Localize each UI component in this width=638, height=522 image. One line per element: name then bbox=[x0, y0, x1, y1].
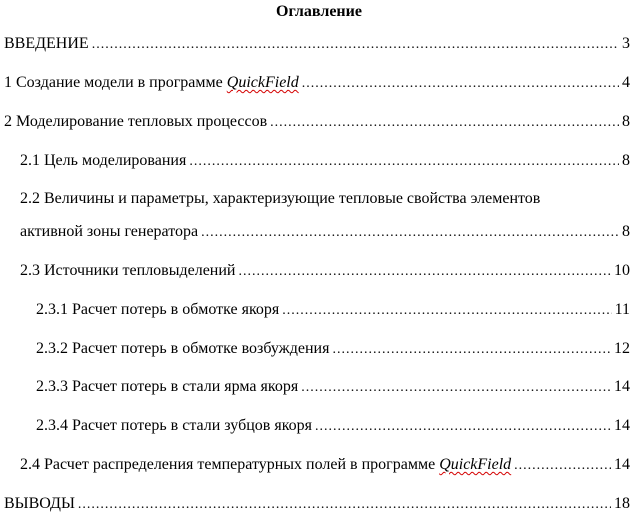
toc-entry-label: 1 Создание модели в программе QuickField bbox=[4, 74, 299, 91]
toc-entry-label: 2 Моделирование тепловых процессов bbox=[4, 113, 268, 130]
toc-leader-dots bbox=[270, 113, 619, 133]
toc-entry-label: 2.3 Источники тепловыделений bbox=[20, 262, 236, 279]
toc-entry-label: 2.3.2 Расчет потерь в обмотке возбуждения bbox=[36, 340, 330, 357]
toc-leader-dots bbox=[78, 495, 611, 515]
toc-page-number: 14 bbox=[614, 456, 630, 473]
toc-entry-label: 2.3.3 Расчет потерь в стали ярма якоря bbox=[36, 378, 299, 395]
toc-page-number: 14 bbox=[614, 378, 630, 395]
toc-page-number: 4 bbox=[622, 74, 630, 91]
toc-entry-label: 2.1 Цель моделирования bbox=[20, 152, 187, 169]
toc-page-number: 8 bbox=[622, 113, 630, 130]
toc-page-number: 3 bbox=[622, 35, 630, 52]
toc-leader-dots bbox=[514, 456, 611, 476]
toc-leader-dots bbox=[201, 223, 619, 243]
toc-entry-2-1[interactable] bbox=[20, 151, 630, 171]
toc-entry-2-2[interactable] bbox=[20, 222, 630, 242]
toc-entry-conclusions[interactable] bbox=[4, 494, 630, 514]
toc-leader-dots bbox=[239, 262, 612, 282]
program-name: QuickField bbox=[226, 74, 299, 91]
toc-entry-2-3-3[interactable] bbox=[36, 377, 630, 397]
toc-leader-dots bbox=[301, 378, 611, 398]
toc-leader-dots bbox=[302, 74, 619, 94]
toc-leader-dots bbox=[315, 417, 611, 437]
toc-entry-2-3-4[interactable] bbox=[36, 416, 630, 436]
toc-page-number: 8 bbox=[622, 152, 630, 169]
toc-entry-label: ВЫВОДЫ bbox=[4, 495, 75, 512]
toc-entry-label: 2.3.4 Расчет потерь в стали зубцов якоря bbox=[36, 417, 313, 434]
toc-entry-2-2-line1[interactable] bbox=[20, 189, 630, 209]
toc-leader-dots bbox=[92, 35, 619, 55]
toc-leader-dots bbox=[189, 152, 619, 172]
toc-entry-label: ВВЕДЕНИЕ bbox=[4, 35, 89, 52]
toc-page-number: 14 bbox=[614, 417, 630, 434]
toc-entry-label: 2.3.1 Расчет потерь в обмотке якоря bbox=[36, 301, 280, 318]
toc-entry-label: 2.2 Величины и параметры, характеризующие тепловые свойства элементов bbox=[20, 190, 541, 207]
toc-entry-2-4[interactable] bbox=[20, 455, 630, 475]
toc-title: Оглавление bbox=[276, 3, 362, 20]
toc-entry-2-3-1[interactable] bbox=[36, 300, 630, 320]
toc-entry-2-3[interactable] bbox=[20, 261, 630, 281]
toc-leader-dots bbox=[332, 340, 611, 360]
toc-page-number: 18 bbox=[614, 495, 630, 512]
program-name: QuickField bbox=[439, 456, 512, 473]
toc-page-number: 11 bbox=[614, 301, 630, 318]
toc-entry-2[interactable] bbox=[4, 112, 630, 132]
toc-page-number: 12 bbox=[614, 340, 630, 357]
toc-page-number: 10 bbox=[614, 262, 630, 279]
toc-entry-label: активной зоны генератора bbox=[20, 223, 199, 240]
toc-entry-2-3-2[interactable] bbox=[36, 339, 630, 359]
toc-entry-label: 2.4 Расчет распределения температурных полей в программе QuickField bbox=[20, 456, 512, 473]
toc-leader-dots bbox=[282, 301, 611, 321]
toc-entry-introduction[interactable] bbox=[4, 34, 630, 54]
toc-page-number: 8 bbox=[622, 223, 630, 240]
toc-entry-1[interactable] bbox=[4, 73, 630, 93]
